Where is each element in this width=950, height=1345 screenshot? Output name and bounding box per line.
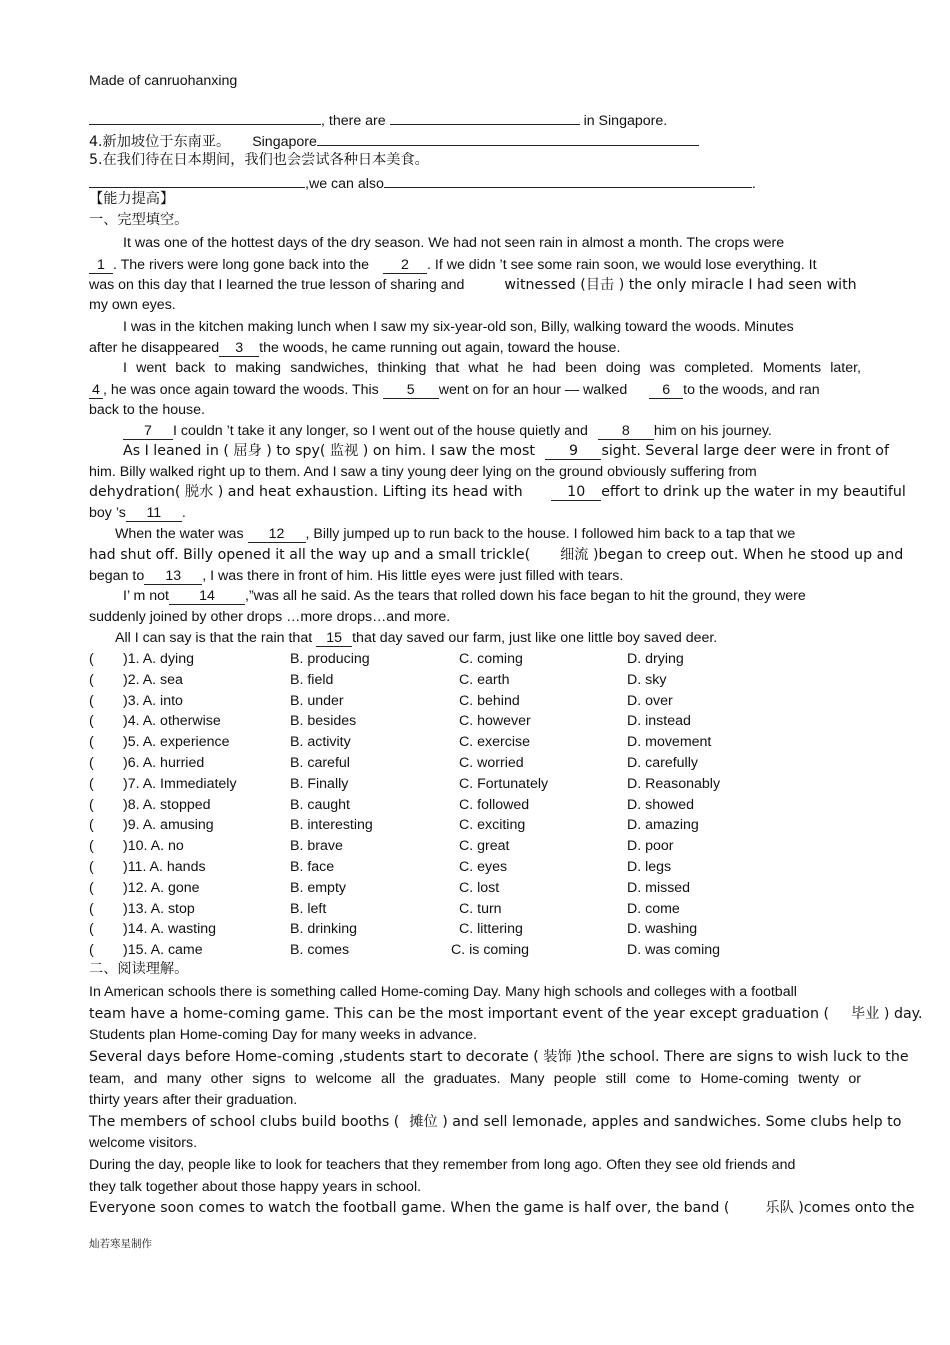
option-b: B. careful [290, 755, 350, 771]
answer-paren[interactable]: ( [89, 817, 94, 834]
cloze-line: was on this day that I learned the true lesson of sharing and witnessed (目击 ) the only miracle I had seen with [89, 277, 857, 293]
option-c: C. lost [459, 879, 500, 896]
cloze-line: I’ m not 14 ,”was all he said. As the tears that rolled down his face began to hit the ground, they were [123, 588, 806, 604]
option-b: B. comes [290, 942, 350, 959]
option-b: B. producing [290, 651, 370, 667]
cloze-line: When the water was 12 , Billy jumped up to run back to the house. I followed him back to a tap that we [115, 526, 796, 542]
answer-blank[interactable] [384, 172, 752, 188]
fill-line-5-cn [89, 150, 429, 170]
cloze-blank-15[interactable]: 15 [316, 630, 352, 647]
option-a: )11. A. hands [123, 859, 206, 875]
part2-title: 二、阅读理解。 [89, 961, 189, 977]
cloze-line: suddenly joined by other drops …more drops…and more. [89, 609, 451, 625]
cloze-blank-13[interactable]: 13 [144, 568, 202, 585]
cloze-line: 7 I couldn ’t take it any longer, so I went out of the house quietly and 8 him on his journey. [123, 421, 772, 441]
option-b: B. interesting [290, 817, 373, 834]
option-b: B. activity [290, 734, 351, 751]
option-b: B. empty [290, 879, 346, 896]
option-a: )7. A. Immediately [123, 775, 237, 792]
cloze-line: 1 . The rivers were long gone back into the 2 . If we didn ’t see some rain soon, we would lose everything. It [89, 255, 817, 275]
cloze-line: after he disappeared 3 the woods, he came running out again, toward the house. [89, 340, 621, 356]
option-c: C. littering [459, 921, 523, 938]
option-d: D. missed [627, 879, 691, 896]
cloze-line: I went back to making sandwiches, thinking that what he had been doing was completed. Moments later, [123, 360, 861, 376]
reading-line: team, and many other signs to welcome all the graduates. Many people still come to Home-coming twenty or [89, 1071, 861, 1087]
option-c: C. Fortunately [459, 775, 549, 792]
cloze-line: 4 , he was once again toward the woods. This 5 went on for an hour — walked 6 to the woods, and ran [89, 380, 820, 400]
option-c: C. however [459, 713, 531, 730]
option-c: C. is coming [451, 942, 530, 959]
option-a: )5. A. experience [123, 734, 230, 751]
option-a: )10. A. no [123, 838, 184, 855]
fill-line-3 [89, 109, 667, 131]
answer-paren[interactable]: ( [89, 796, 94, 813]
cloze-blank-14[interactable]: 14 [169, 588, 245, 605]
answer-paren[interactable]: ( [89, 671, 94, 688]
option-d: D. carefully [627, 755, 698, 771]
option-b: B. under [290, 692, 344, 709]
answer-paren[interactable]: ( [89, 651, 94, 667]
cloze-blank-5[interactable]: 5 [383, 382, 439, 399]
part1-title: 一、完型填空。 [89, 212, 189, 228]
reading-line: thirty years after their graduation. [89, 1092, 298, 1108]
option-c: C. exciting [459, 817, 526, 834]
option-c: C. worried [459, 755, 524, 771]
fill-text: . [751, 176, 756, 192]
option-d: D. was coming [627, 942, 721, 959]
option-c: C. earth [459, 671, 510, 688]
option-a: )6. A. hurried [123, 755, 205, 771]
option-a: )15. A. came [123, 942, 203, 959]
answer-blank[interactable] [89, 109, 321, 125]
answer-paren[interactable]: ( [89, 859, 94, 875]
cloze-blank-7[interactable]: 7 [123, 423, 173, 440]
reading-line: Students plan Home-coming Day for many weeks in advance. [89, 1027, 477, 1043]
reading-line: team have a home-coming game. This can be the most important event of the year except graduation ( 毕业 ) day. [89, 1006, 923, 1022]
fill-text: , there are [321, 113, 386, 129]
fill-text: ,we can also [305, 176, 384, 192]
option-a: )9. A. amusing [123, 817, 214, 834]
option-b: B. caught [290, 796, 350, 813]
option-d: D. legs [627, 859, 672, 875]
cloze-line: dehydration( 脱水 ) and heat exhaustion. Lifting its head with 10 effort to drink up the water in my beautiful [89, 484, 906, 500]
answer-paren[interactable]: ( [89, 755, 94, 771]
answer-paren[interactable]: ( [89, 921, 94, 938]
reading-line: The members of school clubs build booths ( 摊位 ) and sell lemonade, apples and sandwiches. Some clubs help to [89, 1114, 902, 1130]
option-d: D. drying [627, 651, 684, 667]
cloze-blank-3[interactable]: 3 [219, 340, 259, 357]
answer-paren[interactable]: ( [89, 734, 94, 751]
answer-blank[interactable] [89, 172, 305, 188]
option-c: C. eyes [459, 859, 508, 875]
answer-blank[interactable] [317, 130, 699, 146]
reading-line: they talk together about those happy years in school. [89, 1179, 422, 1195]
cloze-blank-12[interactable]: 12 [248, 526, 306, 543]
option-d: D. instead [627, 713, 691, 730]
answer-paren[interactable]: ( [89, 900, 94, 917]
section-title: 【能力提高】 [89, 191, 175, 207]
cloze-line: It was one of the hottest days of the dry season. We had not seen rain in almost a month. The crops were [123, 235, 785, 251]
option-a: )13. A. stop [123, 900, 195, 917]
cloze-line: him. Billy walked right up to them. And I saw a tiny young deer lying on the ground obviously suffering from [89, 464, 757, 480]
fill-line-4 [89, 130, 699, 152]
cloze-line: As I leaned in ( 屈身 ) to spy( 监视 ) on him. I saw the most 9 sight. Several large deer were in front of [123, 443, 889, 459]
option-d: D. showed [627, 796, 695, 813]
option-b: B. field [290, 671, 334, 688]
cloze-line: boy ’s 11 . [89, 505, 186, 521]
answer-paren[interactable]: ( [89, 838, 94, 855]
option-d: D. come [627, 900, 680, 917]
fill-text-cn: 4.新加坡位于东南亚。 [89, 134, 231, 150]
option-a: )12. A. gone [123, 879, 200, 896]
option-b: B. left [290, 900, 327, 917]
option-b: B. brave [290, 838, 343, 855]
reading-line: Several days before Home-coming ,students start to decorate ( 装饰 )the school. There are signs to wish luck to the [89, 1049, 909, 1065]
reading-line: welcome visitors. [89, 1135, 198, 1151]
reading-line: Everyone soon comes to watch the football game. When the game is half over, the band ( 乐队 )comes onto the [89, 1200, 915, 1216]
option-d: D. sky [627, 671, 667, 688]
answer-paren[interactable]: ( [89, 775, 94, 792]
option-d: D. movement [627, 734, 712, 751]
cloze-blank-6[interactable]: 6 [649, 382, 683, 399]
option-c: C. exercise [459, 734, 530, 751]
answer-paren[interactable]: ( [89, 713, 94, 730]
option-b: B. Finally [290, 775, 349, 792]
reading-line: During the day, people like to look for teachers that they remember from long ago. Often they see old friends and [89, 1157, 796, 1173]
fill-text-cn: 5.在我们待在日本期间，我们也会尝试各种日本美食。 [89, 152, 429, 168]
cloze-line: I was in the kitchen making lunch when I saw my six-year-old son, Billy, walking toward the woods. Minutes [123, 319, 794, 335]
option-d: D. amazing [627, 817, 699, 834]
cloze-blank-8[interactable]: 8 [598, 423, 654, 440]
option-c: C. followed [459, 796, 530, 813]
option-a: )14. A. wasting [123, 921, 217, 938]
cloze-line: began to 13 , I was there in front of him. His little eyes were just filled with tears. [89, 568, 624, 584]
answer-blank[interactable] [390, 109, 580, 125]
header-text: Made of canruohanxing [89, 73, 238, 89]
option-c: C. turn [459, 900, 502, 917]
answer-paren[interactable]: ( [89, 942, 94, 959]
option-a: )1. A. dying [123, 651, 194, 667]
option-b: B. drinking [290, 921, 358, 938]
cloze-blank-9[interactable]: 9 [545, 443, 601, 460]
cloze-blank-10[interactable]: 10 [551, 484, 601, 501]
option-b: B. face [290, 859, 335, 875]
fill-line-5 [89, 172, 756, 194]
option-b: B. besides [290, 713, 357, 730]
option-c: C. behind [459, 692, 520, 709]
cloze-blank-1[interactable]: 1 [89, 257, 113, 274]
option-d: D. over [627, 692, 673, 709]
fill-text: in Singapore. [583, 113, 668, 129]
option-c: C. great [459, 838, 510, 855]
answer-paren[interactable]: ( [89, 692, 94, 709]
cloze-blank-11[interactable]: 11 [126, 505, 182, 522]
option-c: C. coming [459, 651, 523, 667]
option-d: D. Reasonably [627, 775, 721, 792]
option-a: )2. A. sea [123, 671, 183, 688]
option-a: )3. A. into [123, 692, 183, 709]
fill-text: Singapore [252, 134, 317, 150]
option-d: D. washing [627, 921, 698, 938]
footer-credit: 灿若寒星制作 [89, 1238, 152, 1250]
cloze-blank-4[interactable]: 4 [89, 382, 103, 399]
reading-line: In American schools there is something called Home-coming Day. Many high schools and colleges with a football [89, 984, 797, 1000]
answer-paren[interactable]: ( [89, 879, 94, 896]
option-d: D. poor [627, 838, 674, 855]
option-a: )8. A. stopped [123, 796, 211, 813]
cloze-line: back to the house. [89, 402, 205, 418]
option-a: )4. A. otherwise [123, 713, 221, 730]
cloze-line: had shut off. Billy opened it all the way up and a small trickle( 细流 )began to creep out. When he stood up and [89, 547, 904, 563]
cloze-line: my own eyes. [89, 297, 176, 313]
cloze-blank-2[interactable]: 2 [383, 257, 427, 274]
cloze-line: All I can say is that the rain that 15 that day saved our farm, just like one little boy saved deer. [115, 630, 718, 646]
